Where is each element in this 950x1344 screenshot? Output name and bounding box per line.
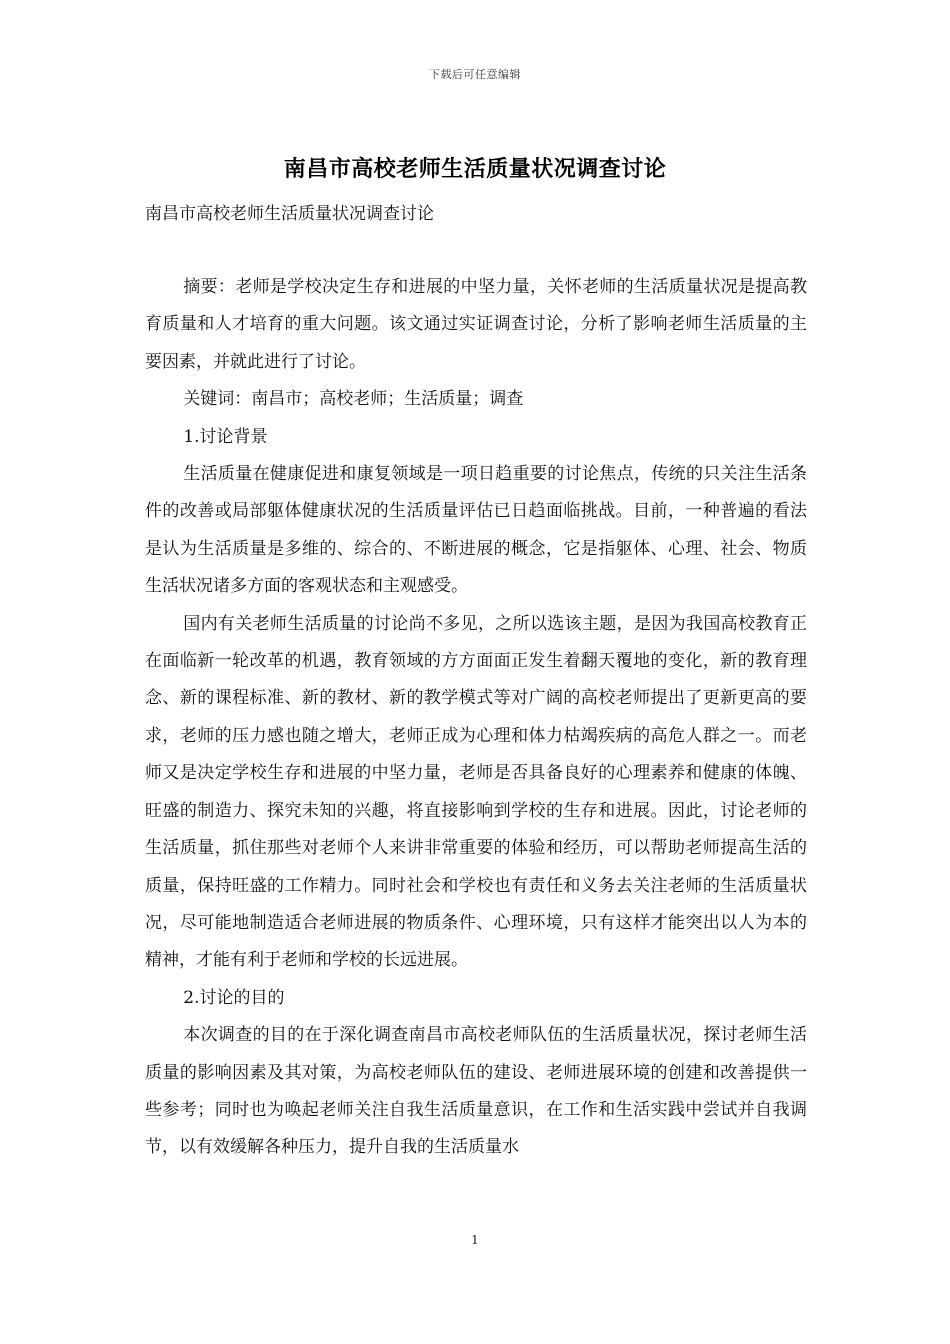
section-heading-purpose: 2.讨论的目的 bbox=[183, 987, 285, 1008]
document-title: 南昌市高校老师生活质量状况调查讨论 bbox=[283, 156, 667, 182]
body-paragraph: 国内有关老师生活质量的讨论尚不多见，之所以选该主题，是因为我国高校教育正在面临新一轮改革的机遇，教育领域的方方面面正发生着翻天覆地的变化，新的教育理念、新的课程标准、新的教材、新的教学模式等对广阔的高校老师提出了更新更高的要求，老师的压力感也随之增大，老师正成为心理和体力枯竭疾病的高危人群之一。而老师又是决定学校生存和进展的中坚力量，老师是否具备良好的心理素养和健康的体魄、旺盛的制造力、探究未知的兴趣，将直接影响到学校的生存和进展。因此，讨论老师的生活质量，抓住那些对老师个人来讲非常重要的体验和经历，可以帮助老师提高生活的质量，保持旺盛的工作精力。同时社会和学校也有责任和义务去关注老师的生活质量状况，尽可能地制造适合老师进展的物质条件、心理环境，只有这样才能突出以人为本的精神，才能有利于老师和学校的长远进展。 bbox=[145, 613, 807, 971]
abstract-paragraph: 摘要：老师是学校决定生存和进展的中坚力量，关怀老师的生活质量状况是提高教育质量和人才培育的重大问题。该文通过实证调查讨论，分析了影响老师生活质量的主要因素，并就此进行了讨论。 bbox=[145, 277, 807, 372]
body-paragraph: 生活质量在健康促进和康复领域是一项日趋重要的讨论焦点，传统的只关注生活条件的改善或局部躯体健康状况的生活质量评估已日趋面临挑战。目前，一种普遍的看法是认为生活质量是多维的、综合的、不断进展的概念，它是指躯体、心理、社会、物质生活状况诸多方面的客观状态和主观感受。 bbox=[145, 464, 807, 597]
page-number: 1 bbox=[471, 1233, 479, 1247]
document-body bbox=[145, 269, 807, 1167]
body-paragraph: 本次调查的目的在于深化调查南昌市高校老师队伍的生活质量状况，探讨老师生活质量的影响因素及其对策，为高校老师队伍的建设、老师进展环境的创建和改善提供一些参考；同时也为唤起老师关注自我生活质量意识，在工作和生活实践中尝试并自我调节，以有效缓解各种压力，提升自我的生活质量水 bbox=[145, 1025, 807, 1158]
section-heading-background: 1.讨论背景 bbox=[183, 426, 268, 447]
header-note: 下载后可任意编辑 bbox=[429, 68, 521, 81]
document-subtitle: 南昌市高校老师生活质量状况调查讨论 bbox=[145, 204, 434, 224]
keywords-paragraph: 关键词：南昌市；高校老师；生活质量；调查 bbox=[183, 389, 524, 410]
